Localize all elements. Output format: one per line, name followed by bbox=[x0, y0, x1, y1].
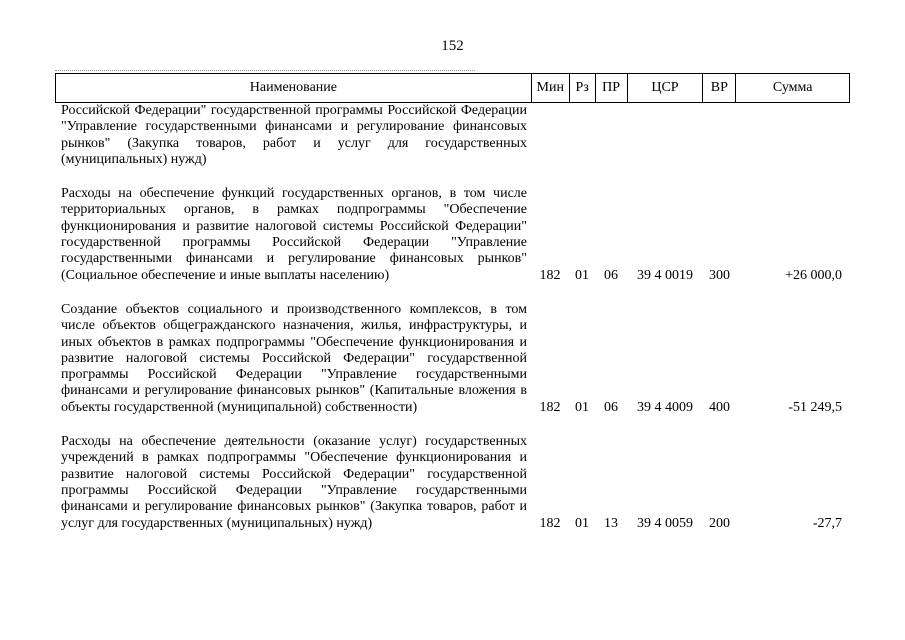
row-min: 182 bbox=[539, 515, 561, 531]
header-name: Наименование bbox=[249, 80, 338, 95]
row-name: Создание объектов социального и производственного комплексов, в том числе объектов общегражданского назначения, жилья, инфраструктуры, и иных объектов в рамках подпрограммы "Обеспечение функционирования и развитие налоговой системы Российской Федерации" государственной программы Российской Федерации "Управление государственными финансами и регулирование финансовых рынков" (Капитальные вложения в объекты государственной (муниципальной) собственности) bbox=[61, 301, 527, 415]
row-min: 182 bbox=[539, 399, 561, 415]
top-divider bbox=[55, 70, 475, 71]
row-rz: 01 bbox=[575, 515, 589, 531]
table-row bbox=[55, 186, 850, 284]
row-name: Расходы на обеспечение функций государственных органов, в том числе территориальных органов, в рамках подпрограммы "Обеспечение функционирования и развитие налоговой системы Российской Федерации" государственной программы Российской Федерации "Управление государственными финансами и регулирование финансовых рынков" (Социальное обеспечение и иные выплаты населению) bbox=[61, 186, 527, 283]
table-body bbox=[55, 103, 850, 532]
header-pr: ПР bbox=[595, 74, 627, 102]
row-csr: 39 4 0059 bbox=[637, 515, 693, 531]
row-name: Российской Федерации" государственной программы Российской Федерации "Управление государственными финансами и регулирование финансовых рынков" (Закупка товаров, работ и услуг для государственных (муниципальных) нужд) bbox=[61, 103, 527, 167]
row-rz: 01 bbox=[575, 399, 589, 415]
table-row bbox=[55, 302, 850, 416]
row-pr: 06 bbox=[604, 267, 618, 283]
header-vr: ВР bbox=[702, 74, 735, 102]
header-min: Мин bbox=[531, 74, 569, 102]
row-vr: 200 bbox=[709, 515, 730, 531]
row-csr: 39 4 0019 bbox=[637, 267, 693, 283]
row-sum: -27,7 bbox=[812, 515, 842, 531]
header-rz: Рз bbox=[569, 74, 595, 102]
row-min: 182 bbox=[539, 267, 561, 283]
row-vr: 400 bbox=[709, 399, 730, 415]
row-sum: +26 000,0 bbox=[785, 267, 842, 283]
row-pr: 06 bbox=[604, 399, 618, 415]
table-row bbox=[55, 434, 850, 532]
row-rz: 01 bbox=[575, 267, 589, 283]
header-csr: ЦСР bbox=[627, 74, 703, 102]
header-sum: Сумма bbox=[735, 74, 849, 102]
table-header bbox=[55, 73, 850, 103]
row-pr: 13 bbox=[604, 515, 618, 531]
row-vr: 300 bbox=[709, 267, 730, 283]
page-number: 152 bbox=[441, 38, 464, 54]
row-name: Расходы на обеспечение деятельности (оказание услуг) государственных учреждений в рамках подпрограммы "Обеспечение функционирования и развитие налоговой системы Российской Федерации" государственной программы Российской Федерации "Управление государственными финансами и регулирование финансовых рынков" (Закупка товаров, работ и услуг для государственных (муниципальных) нужд) bbox=[61, 434, 527, 531]
table-row bbox=[55, 103, 850, 168]
row-csr: 39 4 4009 bbox=[637, 399, 693, 415]
row-sum: -51 249,5 bbox=[788, 399, 842, 415]
